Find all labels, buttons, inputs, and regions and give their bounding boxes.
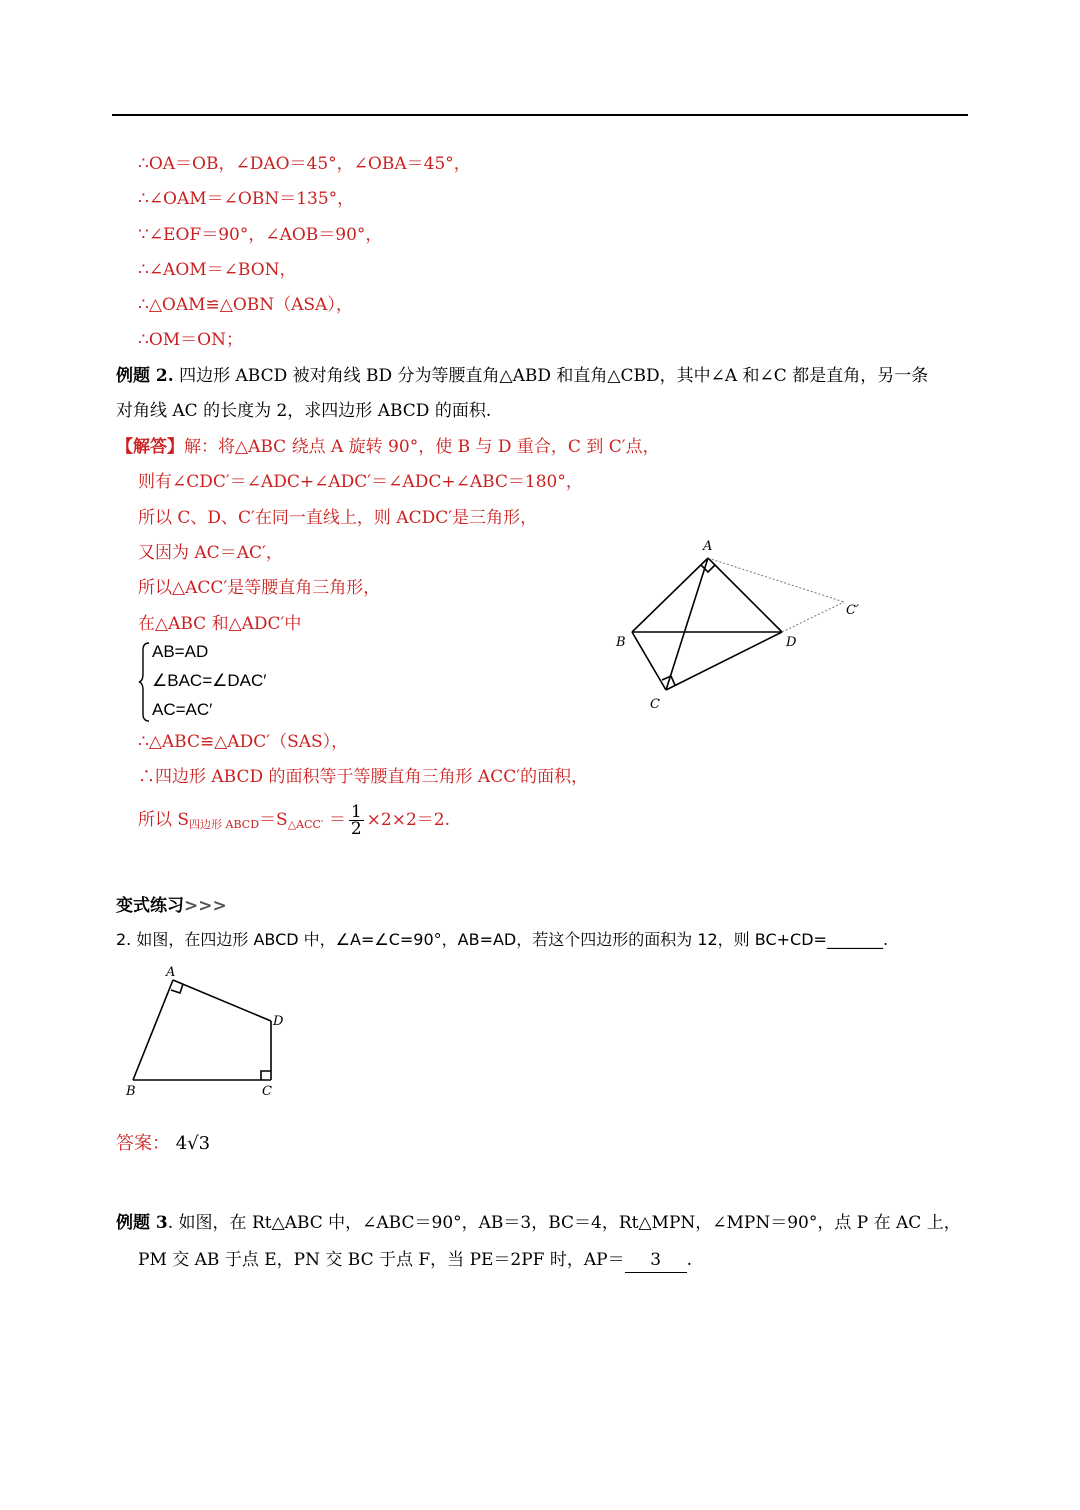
answer-tag: 【解答】 (116, 437, 184, 457)
brace-line: ∠BAC=∠DAC′ (152, 671, 267, 690)
label-b: B (126, 1084, 136, 1099)
area-sub1: 四边形 ABCD (189, 818, 260, 831)
solution-line: ∴△OAM≌△OBN（ASA）， (138, 295, 353, 315)
label-d: D (786, 635, 797, 650)
label-b: B (616, 635, 626, 650)
variant-answer (116, 1132, 210, 1156)
answer2-line: 所以 C、D、C′在同一直线上，则 ACDC′是三角形， (138, 508, 538, 528)
question-number: 2. (116, 930, 132, 949)
quadrilateral-figure-2 (115, 960, 305, 1100)
answer2-first-line (116, 435, 660, 459)
solution-line: ∴OA＝OB，∠DAO＝45°，∠OBA＝45°， (138, 154, 471, 174)
example2-text-1: 四边形 ABCD 被对角线 BD 分为等腰直角△ABD 和直角△CBD，其中∠A 和∠C 都是直角，另一条 (179, 366, 929, 386)
answer-blank: 3 (625, 1248, 687, 1273)
answer2-line: 则有∠CDC′＝∠ADC+∠ADC′＝∠ADC+∠ABC＝180°， (138, 472, 583, 492)
solution-line: ∴OM＝ON； (138, 330, 243, 350)
area-formula (138, 800, 450, 845)
quadrilateral-figure-1 (600, 530, 880, 720)
area-tail: ×2×2＝2. (366, 810, 450, 830)
label-c-prime: C′ (846, 603, 859, 618)
answer2-line: 又因为 AC＝AC′， (138, 543, 283, 563)
example3-line2 (138, 1248, 692, 1273)
brace-line: AC=AC′ (152, 700, 213, 719)
answer2-line: 在△ABC 和△ADC′中 (138, 614, 302, 634)
label-c: C (650, 697, 660, 712)
example3-label: 例题 3 (116, 1213, 168, 1233)
label-a: A (166, 965, 176, 980)
variant-title-text: 变式练习 (116, 896, 184, 916)
answer2-line: 所以△ACC′是等腰直角三角形， (138, 578, 381, 598)
area-prefix: 所以 S (138, 810, 190, 830)
chevrons-icon: >>> (184, 896, 227, 916)
brace-line: AB=AD (152, 642, 209, 661)
fraction-denominator: 2 (350, 819, 362, 839)
left-brace-icon (138, 640, 152, 724)
answer-label: 答案： (116, 1133, 170, 1154)
solution-line: ∴∠AOM＝∠BON， (138, 260, 297, 280)
fraction (349, 804, 364, 837)
area-eq: ＝ (328, 810, 346, 830)
fraction-numerator: 1 (350, 802, 362, 822)
answer2-after: ∴△ABC≌△ADC′（SAS）， (138, 732, 349, 752)
example3-suffix: . (686, 1250, 693, 1270)
example3-text-1: . 如图，在 Rt△ABC 中，∠ABC＝90°，AB＝3，BC＝4，Rt△MPN，∠MPN＝90°，点 P 在 AC 上， (167, 1213, 961, 1233)
example2-label: 例题 2. (116, 366, 174, 386)
example3-line1 (116, 1211, 961, 1235)
label-c: C (262, 1084, 272, 1099)
solution-line: ∵∠EOF＝90°，∠AOB＝90°， (138, 225, 383, 245)
variant-title (116, 894, 227, 918)
area-sub2: △ACC′ (287, 818, 324, 831)
label-a: A (703, 539, 713, 554)
example3-text-2: PM 交 AB 于点 E，PN 交 BC 于点 F，当 PE＝2PF 时，AP＝ (138, 1250, 625, 1270)
answer-value: 4√3 (175, 1133, 211, 1154)
label-d: D (273, 1014, 284, 1029)
variant-question (116, 928, 888, 952)
answer2-after: ∴四边形 ABCD 的面积等于等腰直角三角形 ACC′的面积， (138, 767, 589, 787)
answer2-first: 解：将△ABC 绕点 A 旋转 90°，使 B 与 D 重合，C 到 C′点， (184, 437, 660, 457)
header-rule (112, 114, 968, 116)
example2-line1 (116, 364, 928, 388)
question-text: 如图，在四边形 ABCD 中，∠A=∠C=90°，AB=AD，若这个四边形的面积为 12，则 BC+CD=_______. (136, 930, 889, 949)
area-mid: ＝S (259, 810, 288, 830)
solution-line: ∴∠OAM＝∠OBN＝135°， (138, 189, 355, 209)
example2-text-2: 对角线 AC 的长度为 2，求四边形 ABCD 的面积. (116, 401, 492, 421)
congruence-system (138, 640, 298, 724)
